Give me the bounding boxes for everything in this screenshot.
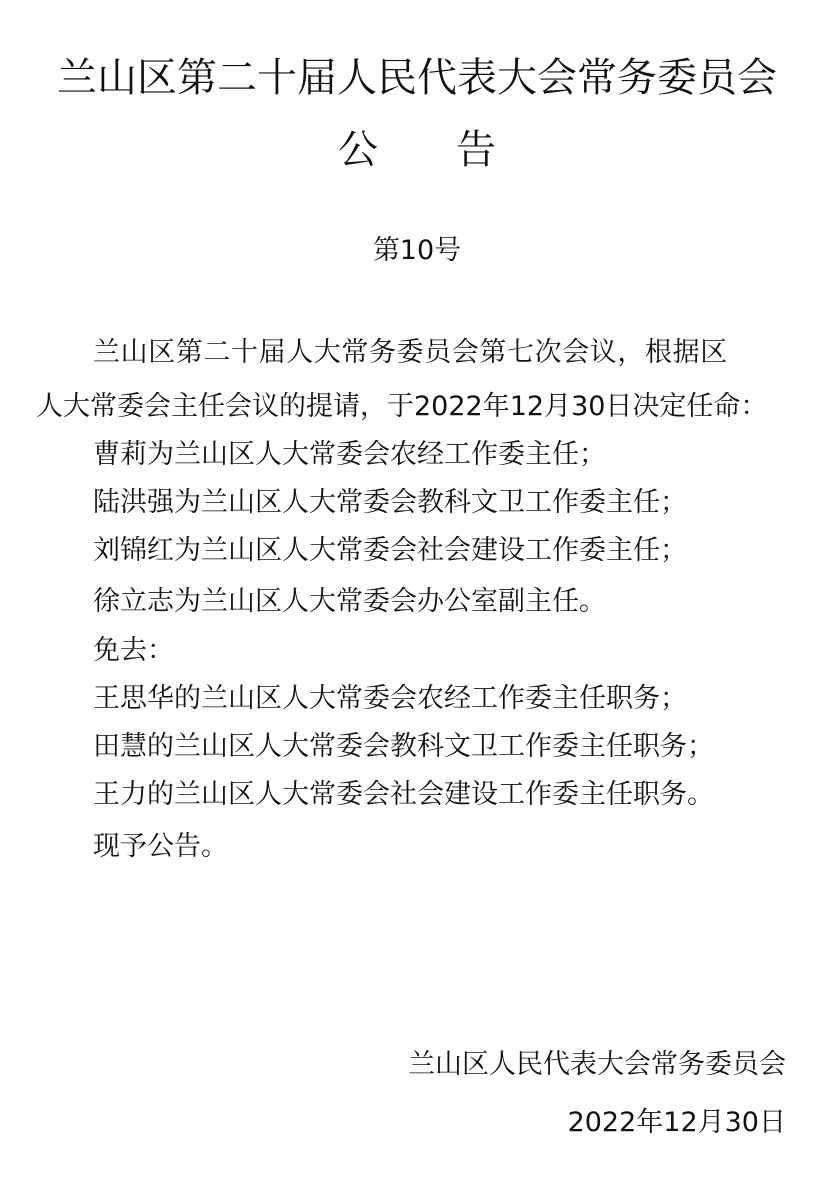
document-subtitle xyxy=(0,127,834,173)
document-title: 兰山区第二十届人民代表大会常务委员会 xyxy=(57,55,777,101)
closing-statement: 现予公告。 xyxy=(93,831,228,862)
intro-line-1: 兰山区第二十届人大常务委员会第七次会议，根据区 xyxy=(93,337,728,368)
appointment-item: 徐立志为兰山区人大常委会办公室副主任。 xyxy=(93,586,606,617)
removal-item: 王思华的兰山区人大常委会农经工作委主任职务； xyxy=(93,683,687,714)
signature-organization: 兰山区人民代表大会常务委员会 xyxy=(408,1049,786,1080)
appointment-item: 曹莉为兰山区人大常委会农经工作委主任； xyxy=(93,439,606,470)
removal-heading: 免去： xyxy=(93,635,174,666)
signature-date: 2022年12月30日 xyxy=(567,1107,786,1138)
intro-line-2: 人大常委会主任会议的提请，于2022年12月30日决定任命： xyxy=(36,391,768,422)
subtitle-char-2: 告 xyxy=(456,127,496,173)
document-number: 第10号 xyxy=(372,235,462,266)
appointment-item: 陆洪强为兰山区人大常委会教科文卫工作委主任； xyxy=(93,487,687,518)
subtitle-char-1: 公 xyxy=(338,127,378,173)
appointment-item: 刘锦红为兰山区人大常委会社会建设工作委主任； xyxy=(93,535,687,566)
removal-item: 田慧的兰山区人大常委会教科文卫工作委主任职务； xyxy=(93,731,714,762)
removal-item: 王力的兰山区人大常委会社会建设工作委主任职务。 xyxy=(93,779,714,810)
